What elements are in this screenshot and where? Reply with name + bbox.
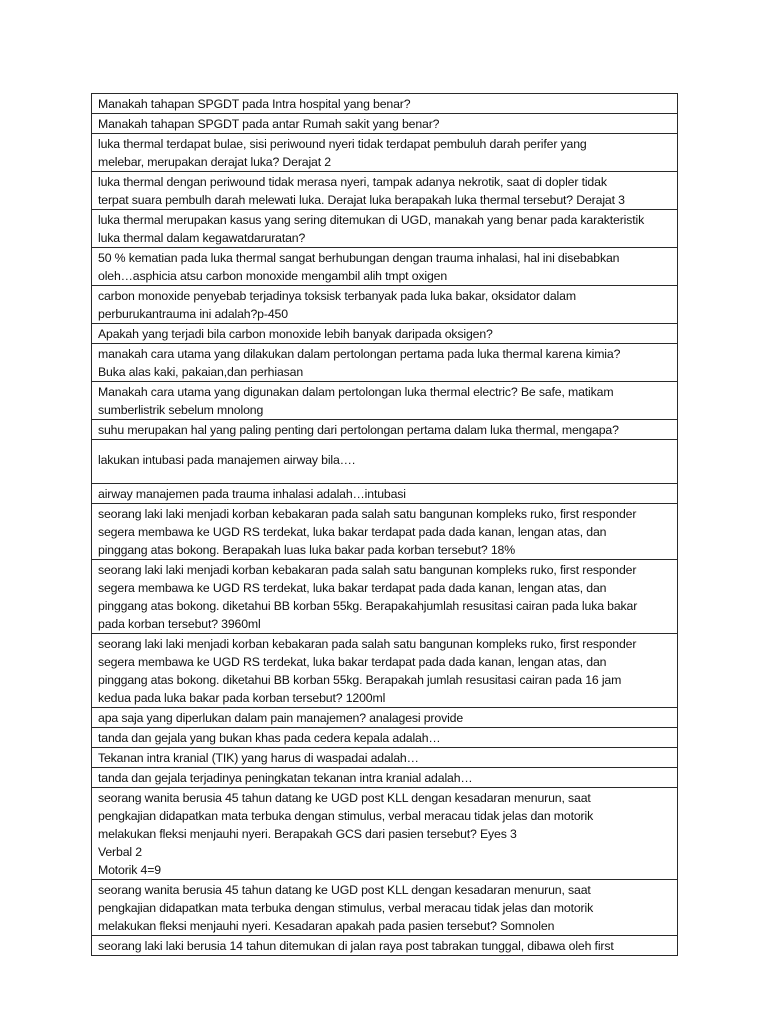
table-row: airway manajemen pada trauma inhalasi adalah…intubasi bbox=[91, 484, 678, 504]
table-row: seorang wanita berusia 45 tahun datang ke UGD post KLL dengan kesadaran menurun, saat pengkajian didapatkan mata terbuka dengan stimulus, verbal meracau tidak jelas dan motorik melakukan fleksi menjauhi nyeri. Berapakah GCS dari pasien tersebut? Eyes 3 Verbal 2 Motorik 4=9 bbox=[91, 788, 678, 880]
table-row: seorang wanita berusia 45 tahun datang ke UGD post KLL dengan kesadaran menurun, saat pengkajian didapatkan mata terbuka dengan stimulus, verbal meracau tidak jelas dan motorik melakukan fleksi menjauhi nyeri. Kesadaran apakah pada pasien tersebut? Somnolen bbox=[91, 880, 678, 936]
question-table bbox=[91, 93, 678, 956]
table-row: luka thermal merupakan kasus yang sering ditemukan di UGD, manakah yang benar pada karakteristik luka thermal dalam kegawatdaruratan? bbox=[91, 210, 678, 248]
table-row: luka thermal dengan periwound tidak merasa nyeri, tampak adanya nekrotik, saat di dopler tidak terpat suara pembulh darah melewati luka. Derajat luka berapakah luka thermal tersebut? Derajat 3 bbox=[91, 172, 678, 210]
table-row: carbon monoxide penyebab terjadinya toksisk terbanyak pada luka bakar, oksidator dalam perburukantrauma ini adalah?p-450 bbox=[91, 286, 678, 324]
table-row: seorang laki laki menjadi korban kebakaran pada salah satu bangunan kompleks ruko, first responder segera membawa ke UGD RS terdekat, luka bakar terdapat pada dada kanan, lengan atas, dan pinggang atas bokong. Berapakah luas luka bakar pada korban tersebut? 18% bbox=[91, 504, 678, 560]
table-row: Manakah tahapan SPGDT pada Intra hospital yang benar? bbox=[91, 94, 678, 114]
table-row: Apakah yang terjadi bila carbon monoxide lebih banyak daripada oksigen? bbox=[91, 324, 678, 344]
table-row: luka thermal terdapat bulae, sisi periwound nyeri tidak terdapat pembuluh darah perifer yang melebar, merupakan derajat luka? Derajat 2 bbox=[91, 134, 678, 172]
table-row: suhu merupakan hal yang paling penting dari pertolongan pertama dalam luka thermal, mengapa? bbox=[91, 420, 678, 440]
table-row: Manakah cara utama yang digunakan dalam pertolongan luka thermal electric? Be safe, matikam sumberlistrik sebelum mnolong bbox=[91, 382, 678, 420]
table-row: Tekanan intra kranial (TIK) yang harus di waspadai adalah… bbox=[91, 748, 678, 768]
table-row: tanda dan gejala yang bukan khas pada cedera kepala adalah… bbox=[91, 728, 678, 748]
table-row: lakukan intubasi pada manajemen airway bila…. bbox=[91, 440, 678, 484]
table-row: seorang laki laki berusia 14 tahun ditemukan di jalan raya post tabrakan tunggal, dibawa oleh first bbox=[91, 936, 678, 956]
table-row: seorang laki laki menjadi korban kebakaran pada salah satu bangunan kompleks ruko, first responder segera membawa ke UGD RS terdekat, luka bakar terdapat pada dada kanan, lengan atas, dan pinggang atas bokong. diketahui BB korban 55kg. Berapakahjumlah resusitasi cairan pada luka bakar pada korban tersebut? 3960ml bbox=[91, 560, 678, 634]
table-row: 50 % kematian pada luka thermal sangat berhubungan dengan trauma inhalasi, hal ini disebabkan oleh…asphicia atsu carbon monoxide mengambil alih tmpt oxigen bbox=[91, 248, 678, 286]
table-row: manakah cara utama yang dilakukan dalam pertolongan pertama pada luka thermal karena kimia? Buka alas kaki, pakaian,dan perhiasan bbox=[91, 344, 678, 382]
table-row: seorang laki laki menjadi korban kebakaran pada salah satu bangunan kompleks ruko, first responder segera membawa ke UGD RS terdekat, luka bakar terdapat pada dada kanan, lengan atas, dan pinggang atas bokong. diketahui BB korban 55kg. Berapakah jumlah resusitasi cairan pada 16 jam kedua pada luka bakar pada korban tersebut? 1200ml bbox=[91, 634, 678, 708]
table-row: Manakah tahapan SPGDT pada antar Rumah sakit yang benar? bbox=[91, 114, 678, 134]
table-row: tanda dan gejala terjadinya peningkatan tekanan intra kranial adalah… bbox=[91, 768, 678, 788]
table-row: apa saja yang diperlukan dalam pain manajemen? analagesi provide bbox=[91, 708, 678, 728]
